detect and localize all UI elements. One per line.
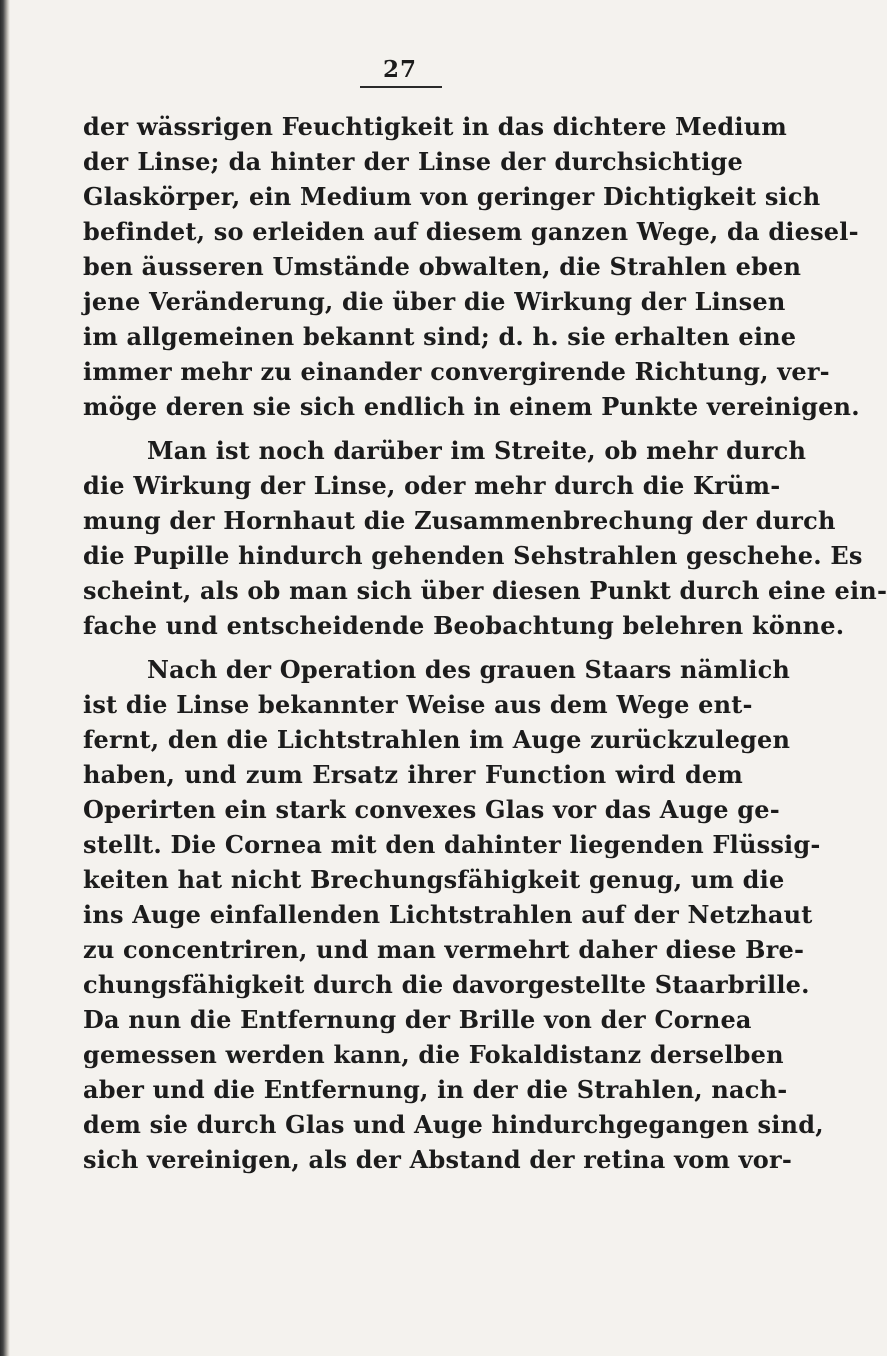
text-line: befindet, so erleiden auf diesem ganzen Wege, da diesel-	[83, 217, 859, 246]
text-line: der wässrigen Feuchtigkeit in das dichtere Medium	[83, 112, 787, 141]
text-line: im allgemeinen bekannt sind; d. h. sie erhalten eine	[83, 322, 797, 351]
text-line: fernt, den die Lichtstrahlen im Auge zurückzulegen	[83, 725, 791, 754]
text-line: mung der Hornhaut die Zusammenbrechung der durch	[83, 506, 836, 535]
text-line: Glaskörper, ein Medium von geringer Dichtigkeit sich	[83, 182, 821, 211]
text-line: keiten hat nicht Brechungsfähigkeit genug, um die	[83, 865, 785, 894]
text-line: Da nun die Entfernung der Brille von der Cornea	[83, 1005, 752, 1034]
page-number: 27	[382, 56, 417, 83]
text-line: die Wirkung der Linse, oder mehr durch die Krüm-	[83, 471, 781, 500]
text-line: chungsfähigkeit durch die davorgestellte Staarbrille.	[83, 970, 810, 999]
text-line: Operirten ein stark convexes Glas vor das Auge ge-	[83, 795, 780, 824]
text-line: immer mehr zu einander convergirende Richtung, ver-	[83, 357, 830, 386]
text-line: ins Auge einfallenden Lichtstrahlen auf der Netzhaut	[83, 900, 813, 929]
text-line: zu concentriren, und man vermehrt daher diese Bre-	[83, 935, 805, 964]
text-line: der Linse; da hinter der Linse der durchsichtige	[83, 147, 743, 176]
text-line: jene Veränderung, die über die Wirkung der Linsen	[83, 287, 786, 316]
text-line: dem sie durch Glas und Auge hindurchgegangen sind,	[83, 1110, 824, 1139]
paragraph-last-line: fache und entscheidende Beobachtung belehren könne.	[83, 611, 845, 640]
text-line: haben, und zum Ersatz ihrer Function wird dem	[83, 760, 743, 789]
text-line: die Pupille hindurch gehenden Sehstrahlen geschehe. Es	[83, 541, 863, 570]
text-line: stellt. Die Cornea mit den dahinter liegenden Flüssig-	[83, 830, 821, 859]
text-line: ist die Linse bekannter Weise aus dem Wege ent-	[83, 690, 753, 719]
paragraph-first-line: Man ist noch darüber im Streite, ob mehr durch	[147, 436, 807, 465]
text-line: scheint, als ob man sich über diesen Punkt durch eine ein-	[83, 576, 887, 605]
text-line: gemessen werden kann, die Fokaldistanz derselben	[83, 1040, 784, 1069]
text-line: möge deren sie sich endlich in einem Punkte vereinigen.	[83, 392, 860, 421]
paragraph-first-line: Nach der Operation des grauen Staars nämlich	[147, 655, 791, 684]
text-line: ben äusseren Umstände obwalten, die Strahlen eben	[83, 252, 802, 281]
header-rule	[360, 86, 442, 88]
text-line: sich vereinigen, als der Abstand der retina vom vor-	[83, 1145, 792, 1174]
text-line: aber und die Entfernung, in der die Strahlen, nach-	[83, 1075, 788, 1104]
page-binding-edge	[0, 0, 10, 1356]
